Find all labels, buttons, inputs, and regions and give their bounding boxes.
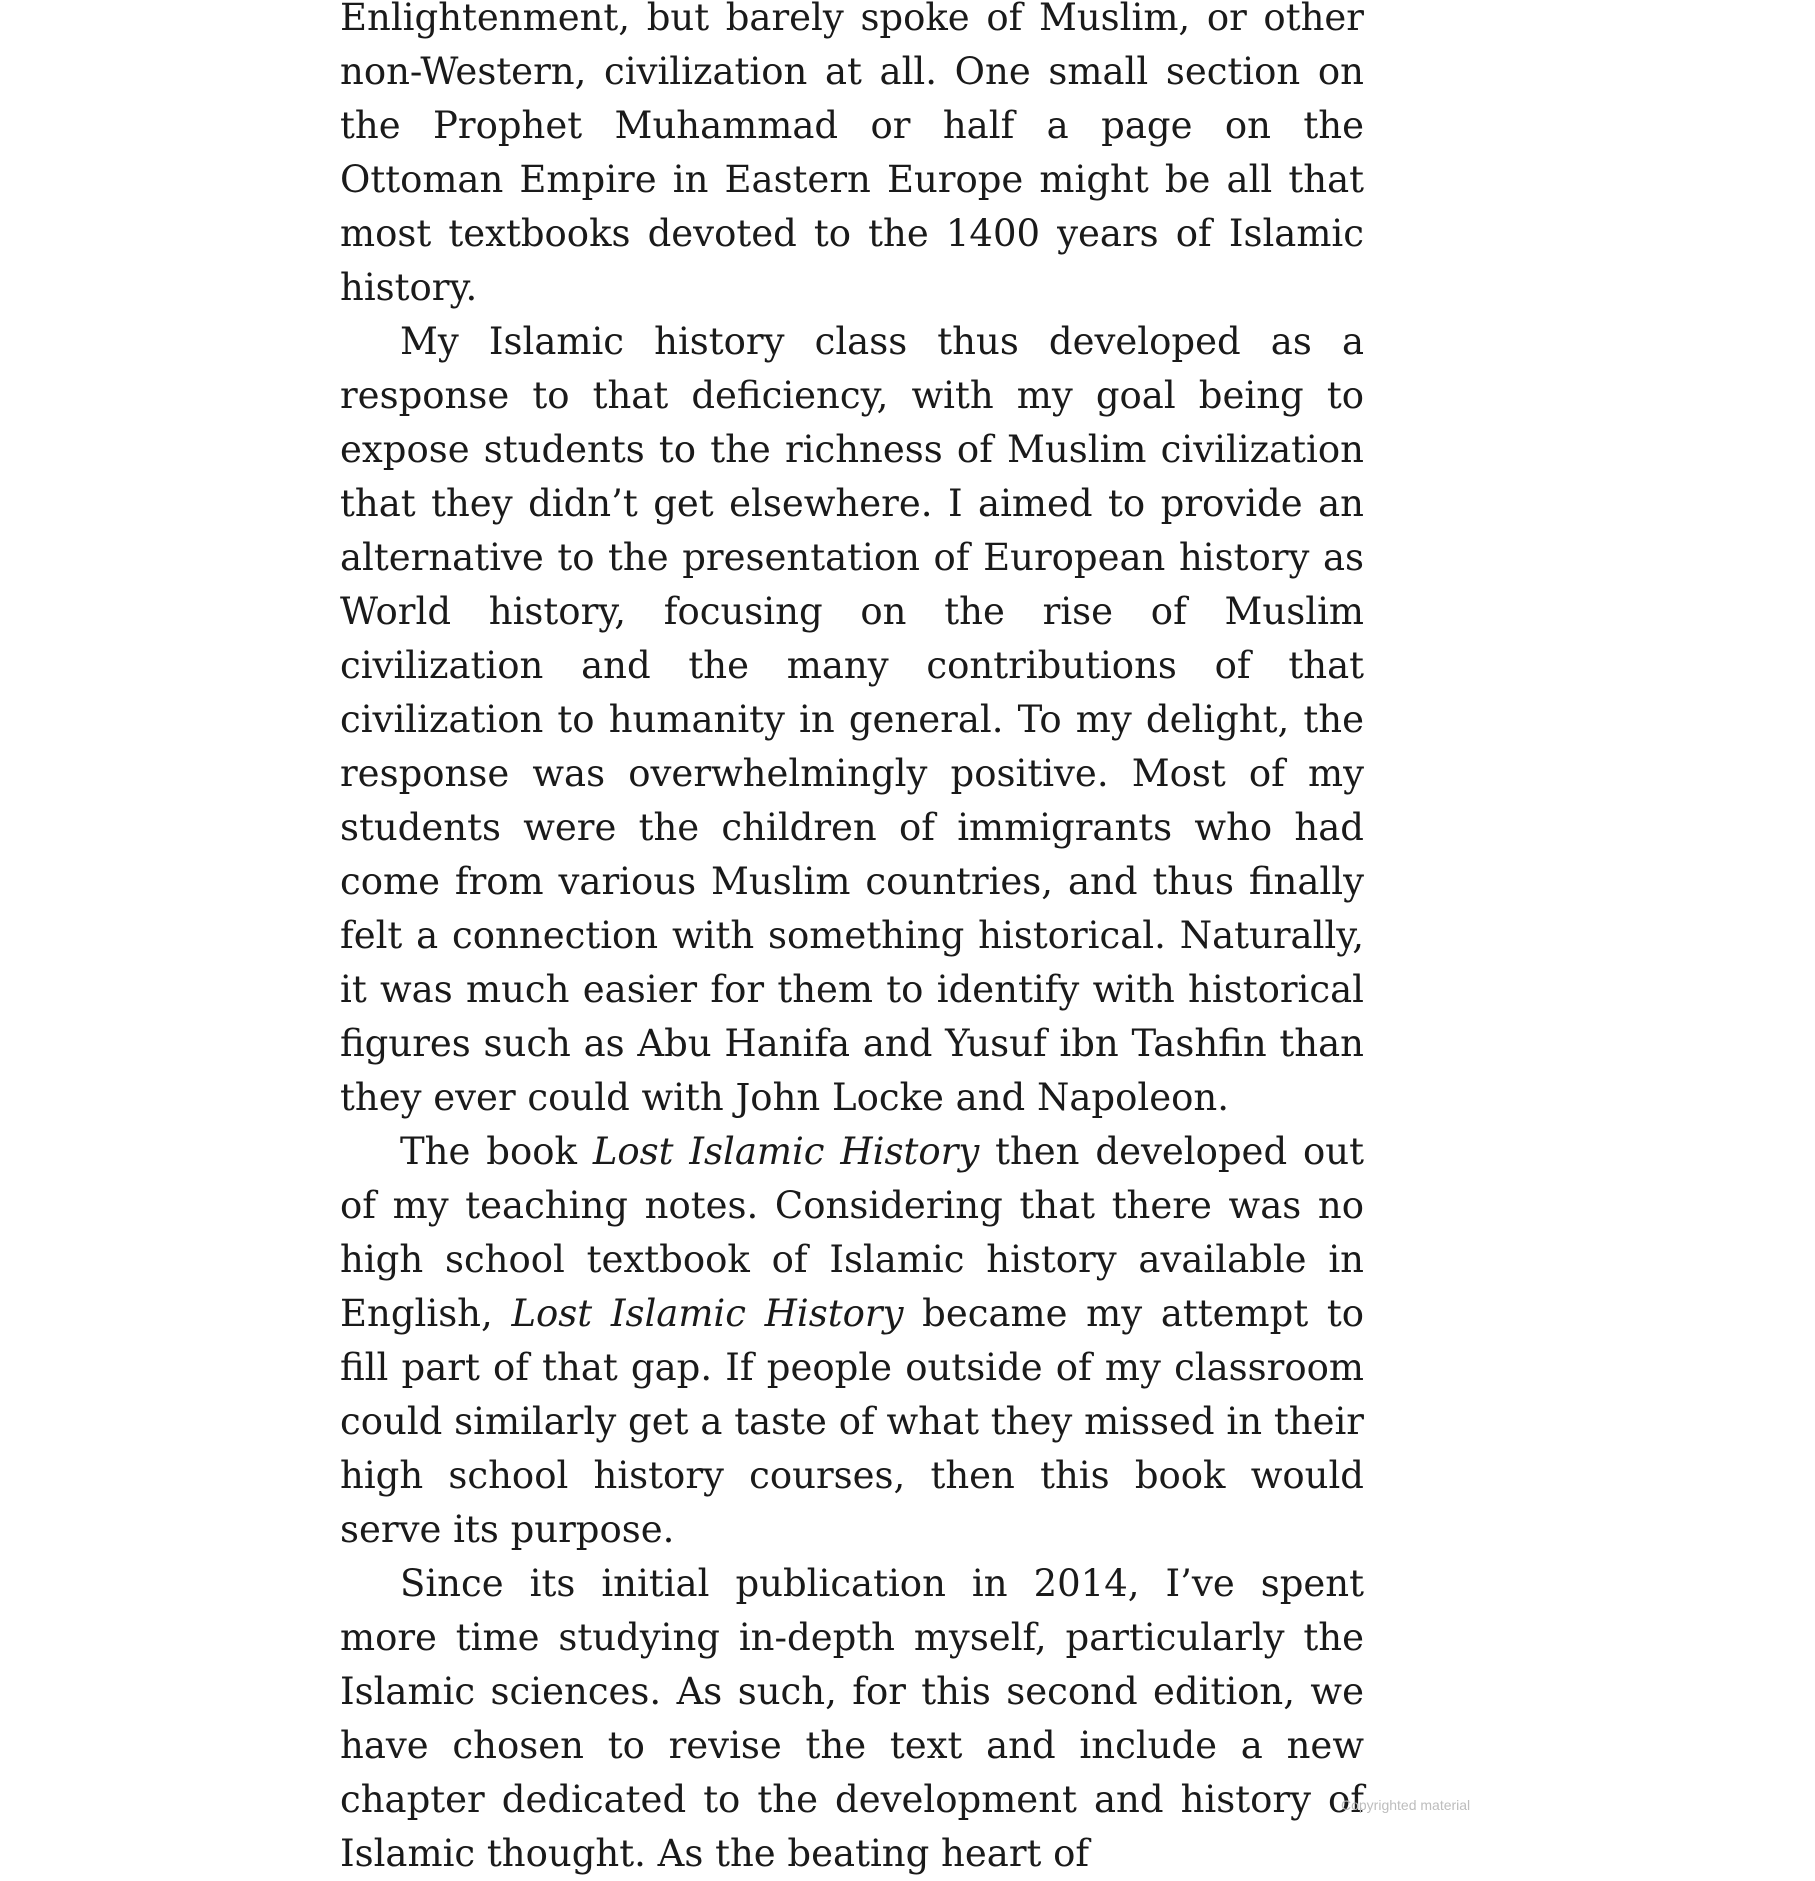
paragraph-1-text: Enlightenment, but barely spoke of Muslim, or other non-Western, civilization at all. One small section on the Prophet Muhammad or half a page on the Ottoman Empire in Eastern Europe might be all that most textbooks devoted to the 1400 years of Islamic history.	[340, 0, 1364, 309]
paragraph-3-text: then developed out of my teaching notes. Considering that there was no high school textbook of Islamic history available in English,	[340, 1130, 1364, 1335]
paragraph-4-text: Since its initial publication in 2014, I’ve spent more time studying in-depth myself, particularly the Islamic sciences. As such, for this second edition, we have chosen to revise the text and include a new chapter dedicated to the development and history of Islamic thought. As the beating heart of	[340, 1562, 1364, 1875]
paragraph-4	[340, 1557, 1364, 1881]
paragraph-3-text: became my attempt to fill part of that gap. If people outside of my classroom could similarly get a taste of what they missed in their high school history courses, then this book would serve its purpose.	[340, 1292, 1365, 1551]
paragraph-3	[340, 1125, 1364, 1557]
paragraph-2-text: My Islamic history class thus developed as a response to that deficiency, with my goal being to expose students to the richness of Muslim civilization that they didn’t get elsewhere. I aimed to provide an alternative to the presentation of European history as World history, focusing on the rise of Muslim civilization and the many contributions of that civilization to humanity in general. To my delight, the response was overwhelmingly positive. Most of my students were the children of immigrants who had come from various Muslim countries, and thus finally felt a connection with something historical. Naturally, it was much easier for them to identify with historical figures such as Abu Hanifa and Yusuf ibn Tashfin than they ever could with John Locke and Napoleon.	[340, 320, 1364, 1119]
book-page-text	[340, 0, 1364, 1881]
book-title-italic: Lost Islamic History	[592, 1130, 980, 1173]
paragraph-2	[340, 315, 1364, 1125]
copyright-watermark: Copyrighted material	[1341, 1797, 1471, 1813]
book-title-italic: Lost Islamic History	[511, 1292, 904, 1335]
paragraph-3-text: The book	[400, 1130, 593, 1173]
paragraph-1	[340, 0, 1364, 315]
